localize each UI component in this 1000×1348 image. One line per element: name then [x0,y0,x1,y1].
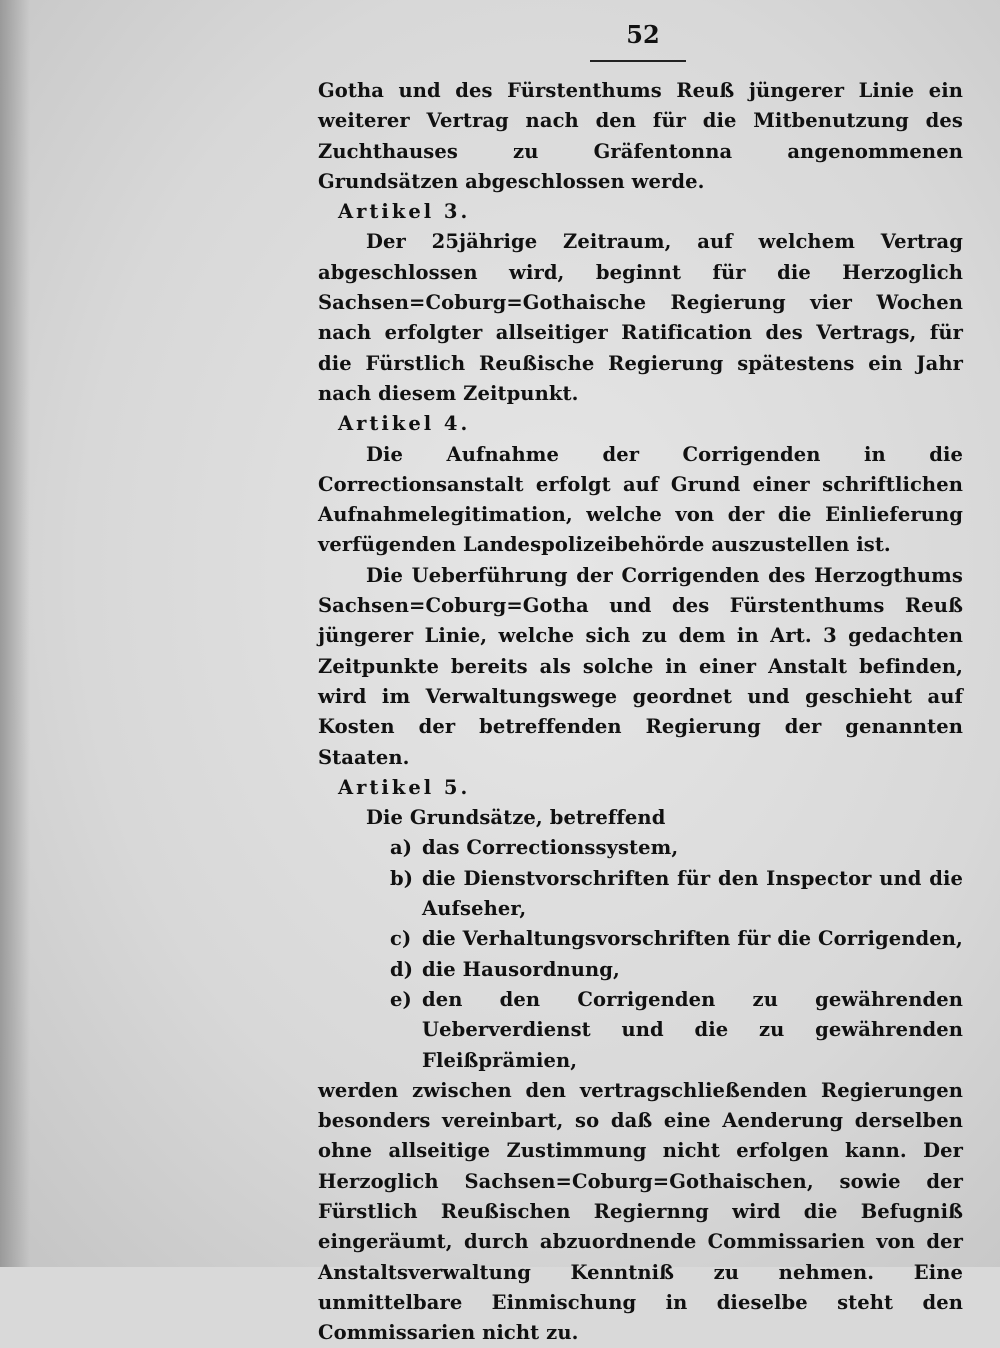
list-marker: e) [390,987,412,1011]
list-item [318,833,963,863]
page-number-rule [590,60,686,62]
page-number: 52 [626,20,660,49]
heading-artikel-4: Artikel 4. [338,412,471,436]
document-body [318,76,963,1348]
paragraph-continuation: Gotha und des Fürstenthums Reuß jüngerer Linie ein weiterer Vertrag nach den für die Mitbenutzung des Zuchthauses zu Gräfentonna angenommenen Grundsätzen abgeschlossen werde. [318,79,963,193]
list-item [318,955,963,985]
list-item-text: die Dienstvorschriften für den Inspector und die Aufseher, [422,866,963,921]
list-item [318,985,963,1076]
list-marker: c) [390,927,412,951]
list-marker: b) [390,866,414,890]
list-marker: d) [390,957,414,981]
list-item-text: die Verhaltungsvorschriften für die Corrigenden, [422,927,963,951]
paragraph-artikel-5-intro: Die Grundsätze, betreffend [366,806,666,830]
paragraph-artikel-5-body: werden zwischen den vertragschließenden Regierungen besonders vereinbart, so daß eine Aenderung derselben ohne allseitige Zustimmung nicht erfolgen kann. Der Herzoglich Sachsen=Coburg=Gothaischen, sowie der Fürstlich Reußischen Regiernng wird die Befugniß eingeräumt, durch abzuordnende Commissarien von der Anstaltsverwaltung Kenntniß zu nehmen. Eine unmittelbare Einmischung in dieselbe steht den Commissarien nicht zu. [318,1078,963,1345]
page-edge-shadow [0,0,30,1267]
heading-artikel-3: Artikel 3. [338,200,471,224]
list-item-text: die Hausordnung, [422,957,620,981]
paragraph-artikel-3: Der 25jährige Zeitraum, auf welchem Vertrag abgeschlossen wird, beginnt für die Herzoglich Sachsen=Coburg=Gothaische Regierung vier Wochen nach erfolgter allseitiger Ratification des Vertrags, für die Fürstlich Reußische Regierung spätestens ein Jahr nach diesem Zeitpunkt. [318,230,963,405]
list-item [318,924,963,954]
list-marker: a) [390,836,413,860]
paragraph-artikel-4-b: Die Ueberführung der Corrigenden des Herzogthums Sachsen=Coburg=Gotha und des Fürstenthums Reuß jüngerer Linie, welche sich zu dem in Art. 3 gedachten Zeitpunkte bereits als solche in einer Anstalt befinden, wird im Verwaltungswege geordnet und geschieht auf Kosten der betreffenden Regierung der genannten Staaten. [318,563,963,769]
paragraph-artikel-4-a: Die Aufnahme der Corrigenden in die Correctionsanstalt erfolgt auf Grund einer schriftlichen Aufnahmelegitimation, welche von der die Einlieferung verfügenden Landespolizeibehörde auszustellen ist. [318,442,963,557]
list-item-text: das Correctionssystem, [422,836,679,860]
list-item [318,864,963,925]
principles-list [318,833,963,1075]
list-item-text: den den Corrigenden zu gewährenden Ueberverdienst und die zu gewährenden Fleißprämien, [422,987,963,1072]
heading-artikel-5: Artikel 5. [338,775,471,799]
